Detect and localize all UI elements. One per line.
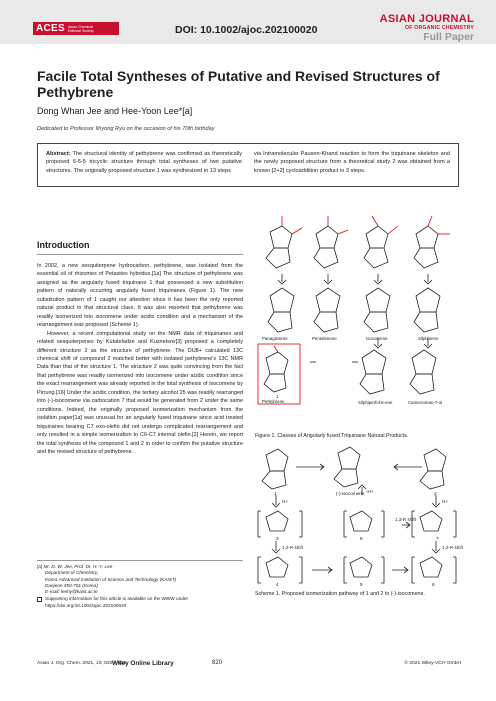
- aces-logo: [33, 22, 119, 35]
- supporting-info-text[interactable]: Supporting information for this article is available on the WWW under https://doi.org/10.1002/ajoc.202100020: [45, 596, 189, 608]
- journal-name-line2: OF ORGANIC CHEMISTRY: [405, 25, 474, 31]
- label-hplus-1: H+: [282, 499, 289, 504]
- label-13-shift: 1,3-R shift: [395, 517, 416, 522]
- page-header: [0, 0, 496, 44]
- scheme-num-5: 5: [360, 582, 363, 587]
- section-divider: [37, 254, 243, 255]
- scheme-num-8: 8: [360, 536, 363, 541]
- affiliation-email[interactable]: E-mail: leehy@kaist.ac.kr: [45, 589, 98, 595]
- dedication: Dedicated to Professor Ilhyong Ryu on the occasion of his 70th birthday: [37, 126, 215, 132]
- journal-name-line1: ASIAN JOURNAL: [379, 13, 474, 25]
- label-silphiperfolene: Silphiperfol-6-ene: [358, 400, 393, 405]
- supporting-info: [37, 596, 243, 609]
- isocomene-structure: [364, 216, 398, 268]
- affiliation-line-3: Korea Advanced Institution of Science and Technology (KAIST): [45, 576, 177, 582]
- doi-link[interactable]: DOI: 10.1002/ajoc.202100020: [175, 24, 318, 36]
- scheme-num-1: 1: [274, 491, 277, 496]
- logo-small: Asian Chemical Editorial Society: [67, 24, 94, 33]
- label-isocomene: Isocomene: [366, 336, 388, 341]
- figure-1-caption: Figure 1. Classes of Angularly fused Triquinane Natural Products.: [255, 433, 409, 439]
- logo-main: ACES: [36, 23, 65, 34]
- body-text: [37, 262, 243, 456]
- journal-logo: [380, 13, 474, 43]
- label-cameroonanol: Cameroonan-7-ol: [408, 400, 443, 405]
- abstract-col-1: [46, 150, 242, 186]
- footnotes: [37, 564, 243, 609]
- label-12-shift-2: 1,2-R shift: [442, 545, 463, 550]
- article-title: Facile Total Syntheses of Putative and Revised Structures of Pethybrene: [37, 68, 440, 100]
- label-isocomene-scheme: (-)-isocomene: [336, 491, 365, 496]
- section-heading-introduction: Introduction: [37, 240, 90, 250]
- article-type: Full Paper: [423, 31, 474, 43]
- footnote-divider: [37, 560, 243, 561]
- affiliation-line-1: [a] Mr. D. W. Jee, Prof. Dr. H.-Y. Lee: [37, 564, 113, 569]
- affiliation-line-4: Daejeon 350-701 (Korea): [45, 582, 98, 588]
- author-list: Dong Whan Jee and Hee-Yoon Lee*[a]: [37, 106, 193, 116]
- label-pethybrene: Pethybrene: [262, 399, 285, 404]
- paragraph-1: In 2002, a new sesquiterpene hydrocarbon, pethybrene, was isolated from the essential oil of rhizomes of Petasites hybridus.[1a] The structure of pethybrene was assigned as the angularly fused triquinane 1 that possessed a new substitution pattern of naturally occurring angularly fused triquinanes (Figure 1). The new substitution pattern of 1 caught our attention since it has been the only reported natural product in that structural class. It was also reported that pethybrene was readily isomerized into isocomene under acidic condition and a mechanism of the rearrangement was proposed (Scheme 1).: [37, 263, 243, 329]
- label-pentalenene: Pentalenene: [312, 336, 337, 341]
- scheme-num-3: 3: [276, 536, 279, 541]
- label-compound-1: 1: [276, 394, 279, 399]
- scheme-num-4: 4: [276, 582, 279, 587]
- wiley-online-library-link[interactable]: Wiley Online Library: [112, 660, 174, 667]
- paragraph-2: However, a recent computational study on the NMR data of triquinanes and related sesquiterpenes by Kutateladze and Kuznetsov[3] proposed a completely different structure 2 as the structure of pethybrene. The DU8+ calculated 13C chemical shift of compound 2 matched better with isolated pethybrene's 13C NMR Data than that of the structure 1. The structure 2 was quite convincing from the fact that pethybrene was readily isomerized into isocomene under acidic condition since the exact rearrangement was already reported in the total synthesis of isocomene by Pirrung.[16] Under the acidic condition, the tertiary alcohol 25 was readily rearranged into (-)-isocomene via carbocation 7 that would be generated from 2 under the same conditions. Indeed, the originally proposed isomerization mechanism from the isolation paper[1a] was unusual for an angularly fused triquinane since acid treated triquinanes bearing C7 exo-olefin did not undergo complicated rearrangement and only resulted in a simple isomerization to C6-C7 internal olefin.[2] Herein, we report the total synthesis of the compound 1 and 2 in order to confirm the putative structure and the revised structure of pethybrene.: [37, 330, 243, 455]
- label-12-shift: 1,2-R shift: [282, 545, 303, 550]
- affiliation-line-2: Department of Chemistry,: [45, 570, 99, 576]
- scheme-1-pathway: [252, 445, 466, 587]
- panaginsene-structure: [266, 216, 302, 268]
- label-hplus-loss: -H+: [366, 489, 374, 494]
- label-silphinene: Silphinene: [418, 336, 439, 341]
- scheme-num-6: 6: [432, 582, 435, 587]
- abstract-label: Abstract:: [46, 151, 71, 157]
- pentalenene-structure: [314, 216, 348, 268]
- label-hplus-2: H+: [442, 499, 449, 504]
- scheme-num-7: 7: [436, 536, 439, 541]
- supporting-info-icon: [37, 597, 42, 602]
- abstract-box: [37, 143, 459, 187]
- silphinene-structure: [414, 216, 450, 268]
- page-number: 820: [212, 660, 223, 666]
- abstract-col-2: via Intramolecular Pauson-Khand reaction to form the triquinane skeleton and the newly proposed structure from a theoretical study 2 was obtained from a known [2+2] cycloaddition product in 3 steps.: [254, 151, 450, 174]
- citation: Asian J. Org. Chem. 2021, 10, 820 – 826: [37, 661, 126, 666]
- label-panaginsene: Panaginsene: [262, 336, 288, 341]
- copyright: © 2021 Wiley-VCH GmbH: [404, 661, 461, 666]
- scheme-num-2: 2: [434, 491, 437, 496]
- abstract-text-1: The structural identity of pethybrene was confirmed as theoretically proposed 6-5-5 tricyclic structure through total syntheses of two putative structures. The originally proposed structure 1 was synthesized in 13 steps: [46, 151, 243, 174]
- figure-1-structures: [252, 212, 466, 412]
- scheme-1-caption: Scheme 1. Proposed isomerization pathway of 1 and 2 to (-)-isocomene.: [255, 591, 425, 597]
